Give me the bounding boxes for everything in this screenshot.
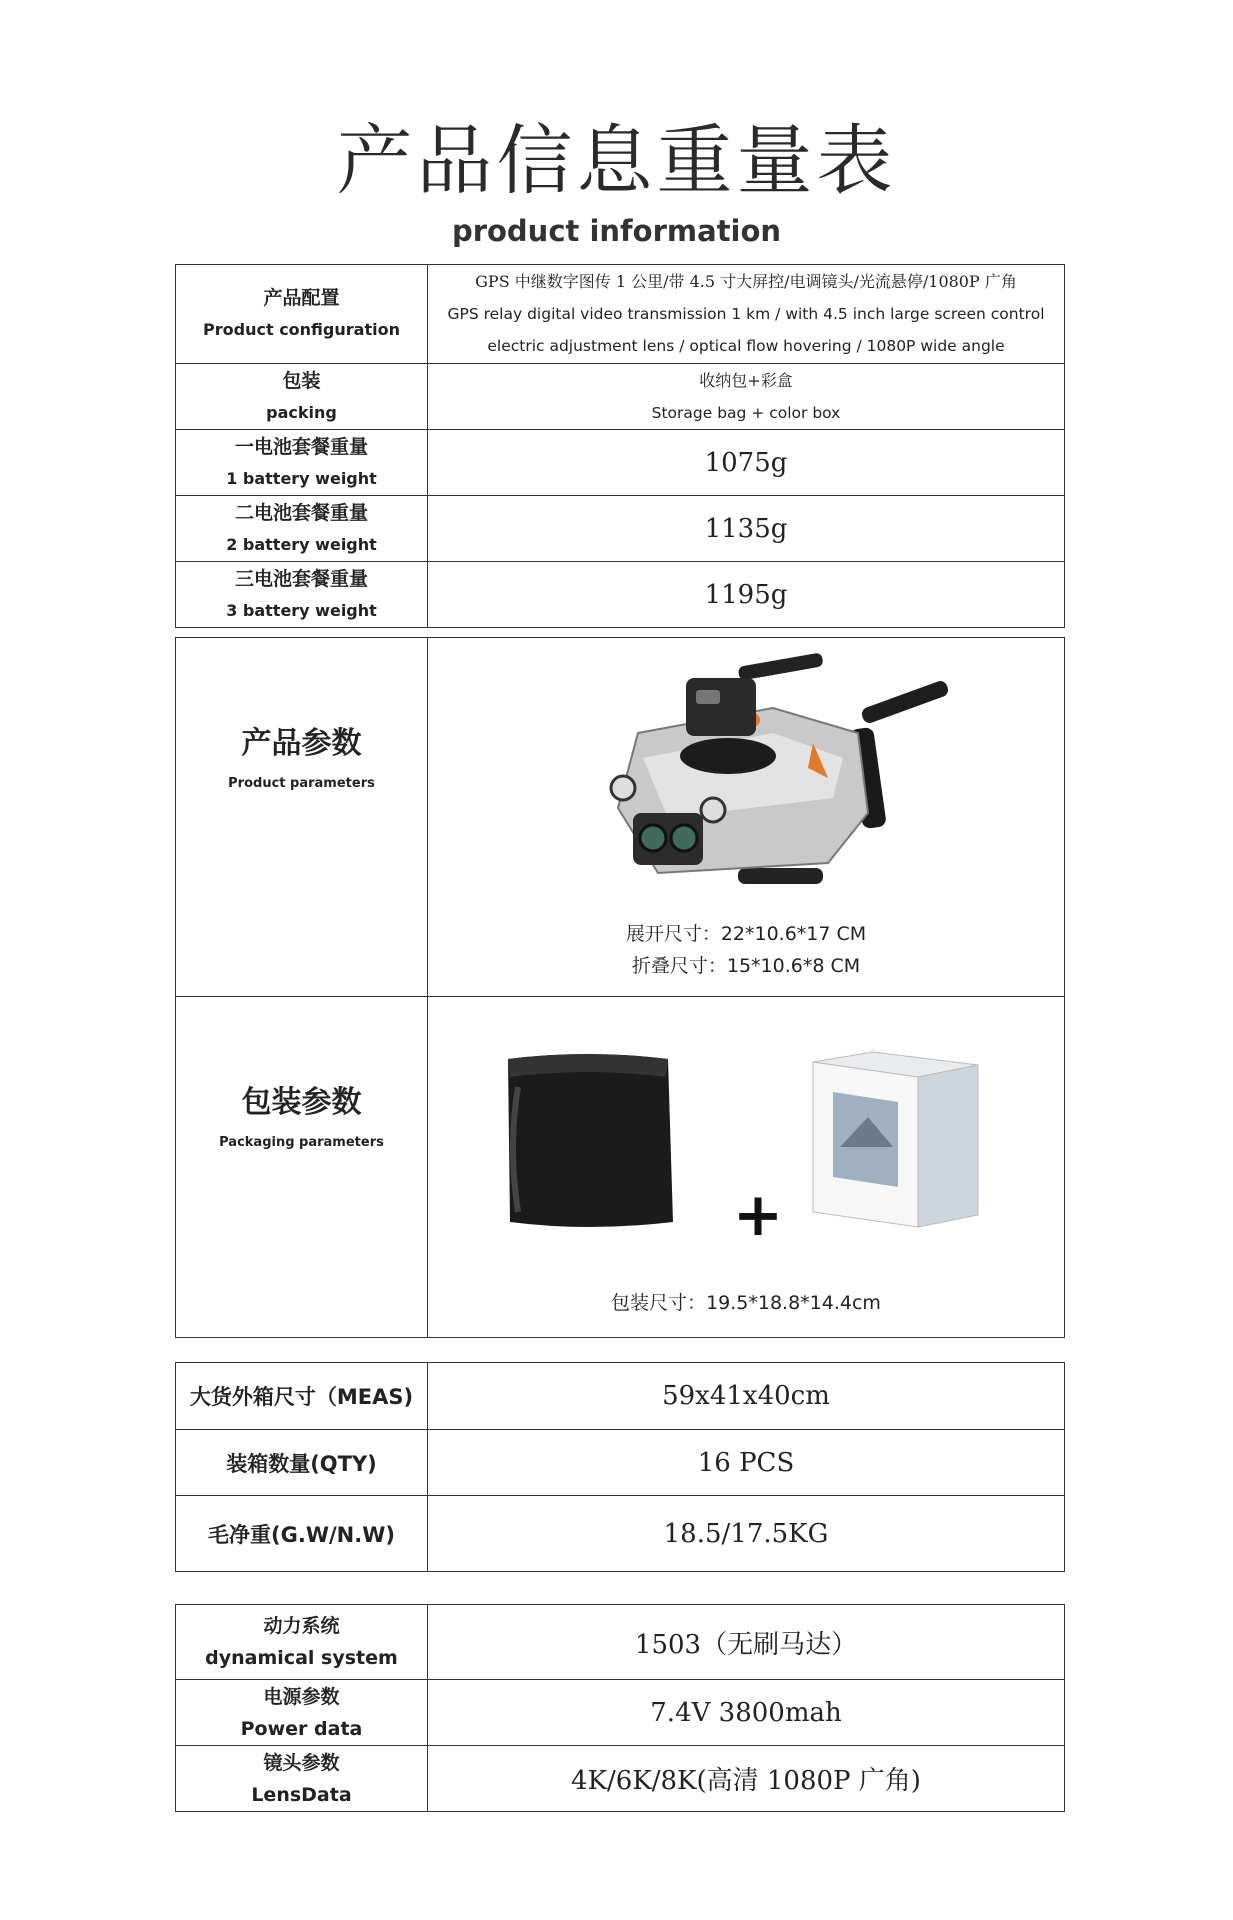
page-title: 产品信息重量表 [336, 116, 897, 205]
packaging-params-label-en: Packaging parameters [219, 1135, 384, 1150]
shipping-label: 大货外箱尺寸（MEAS) [176, 1363, 428, 1430]
table-row [176, 1496, 1065, 1572]
row-label-en: Product configuration [203, 320, 400, 339]
unfold-size-label: 展开尺寸： [625, 923, 721, 945]
system-value: 1503（无刷马达） [428, 1605, 1065, 1680]
shipping-value: 16 PCS [428, 1430, 1065, 1496]
table-row [176, 496, 1065, 562]
label-cell [176, 1605, 428, 1680]
shipping-label: 装箱数量(QTY) [176, 1430, 428, 1496]
system-table [175, 1604, 1065, 1812]
color-box-icon [813, 1052, 978, 1227]
weight-value: 1135g [704, 513, 788, 544]
label-cell [176, 364, 428, 430]
shipping-value: 59x41x40cm [428, 1363, 1065, 1430]
row-label-en: 2 battery weight [226, 534, 377, 554]
value-cell [428, 638, 1065, 997]
plus-sign: + [732, 1180, 784, 1250]
row-label-en: 1 battery weight [226, 468, 377, 488]
fold-size-value: 15*10.6*8 CM [726, 955, 861, 977]
value-cell [428, 997, 1065, 1338]
label-cell [176, 1746, 428, 1812]
row-label-zh: 包装 [282, 369, 321, 392]
table-row [176, 1605, 1065, 1680]
config-value-zh: GPS 中继数字图传 1 公里/带 4.5 寸大屏控/电调镜头/光流悬停/1080P 广角 [475, 272, 1017, 291]
system-value: 4K/6K/8K(高清 1080P 广角) [428, 1746, 1065, 1812]
table-row [176, 1430, 1065, 1496]
value-cell [428, 265, 1065, 364]
params-table [175, 637, 1065, 1338]
package-size-label: 包装尺寸： [611, 1292, 707, 1314]
shipping-value: 18.5/17.5KG [428, 1496, 1065, 1572]
packing-value-en: Storage bag + color box [651, 403, 841, 422]
config-value-en-2: electric adjustment lens / optical flow hovering / 1080P wide angle [487, 337, 1005, 355]
row-label-zh: 三电池套餐重量 [234, 567, 368, 590]
storage-bag-icon [508, 1054, 673, 1227]
row-label-zh: 二电池套餐重量 [234, 501, 368, 524]
table-row [176, 1680, 1065, 1746]
table-row [176, 1363, 1065, 1430]
package-size [428, 1287, 1064, 1319]
unfold-size [428, 918, 1064, 950]
spec-table [175, 264, 1065, 628]
unfold-size-value: 22*10.6*17 CM [720, 923, 867, 945]
value-cell [428, 562, 1065, 628]
row-label-en: dynamical system [205, 1647, 398, 1669]
row-label-en: LensData [251, 1783, 352, 1806]
package-size-value: 19.5*18.8*14.4cm [706, 1292, 881, 1314]
row-label-zh: 产品配置 [263, 287, 340, 309]
row-label-zh: 镜头参数 [263, 1751, 340, 1774]
label-cell [176, 265, 428, 364]
table-row [176, 265, 1065, 364]
row-label-en: Power data [240, 1717, 363, 1740]
packing-value-zh: 收纳包+彩盒 [699, 370, 793, 390]
table-row [176, 430, 1065, 496]
table-row [176, 364, 1065, 430]
row-label-zh: 电源参数 [263, 1685, 340, 1708]
label-cell [176, 430, 428, 496]
config-value-en-1: GPS relay digital video transmission 1 km / with 4.5 inch large screen control [447, 305, 1045, 323]
fold-size [428, 950, 1064, 982]
label-cell [176, 1680, 428, 1746]
shipping-label: 毛净重(G.W/N.W) [176, 1496, 428, 1572]
system-value: 7.4V 3800mah [428, 1680, 1065, 1746]
product-params-label-en: Product parameters [228, 776, 375, 791]
label-cell [176, 562, 428, 628]
weight-value: 1075g [704, 447, 788, 478]
label-cell [176, 496, 428, 562]
drone-icon [428, 638, 1066, 918]
drone-image [428, 638, 1064, 918]
table-row [176, 562, 1065, 628]
table-row [176, 638, 1065, 997]
table-row [176, 997, 1065, 1338]
label-cell [176, 638, 428, 997]
fold-size-label: 折叠尺寸： [631, 955, 727, 977]
weight-value: 1195g [704, 579, 788, 610]
packaging-params-label-zh: 包装参数 [241, 1085, 362, 1120]
value-cell [428, 430, 1065, 496]
page-subtitle: product information [451, 214, 782, 248]
row-label-en: 3 battery weight [226, 600, 377, 620]
value-cell [428, 496, 1065, 562]
row-label-en: packing [266, 402, 337, 422]
label-cell [176, 997, 428, 1338]
shipping-table [175, 1362, 1065, 1572]
table-row [176, 1746, 1065, 1812]
packaging-images [428, 997, 1066, 1287]
row-label-zh: 动力系统 [263, 1615, 340, 1637]
value-cell [428, 364, 1065, 430]
row-label-zh: 一电池套餐重量 [234, 435, 368, 458]
product-params-label-zh: 产品参数 [241, 726, 362, 761]
